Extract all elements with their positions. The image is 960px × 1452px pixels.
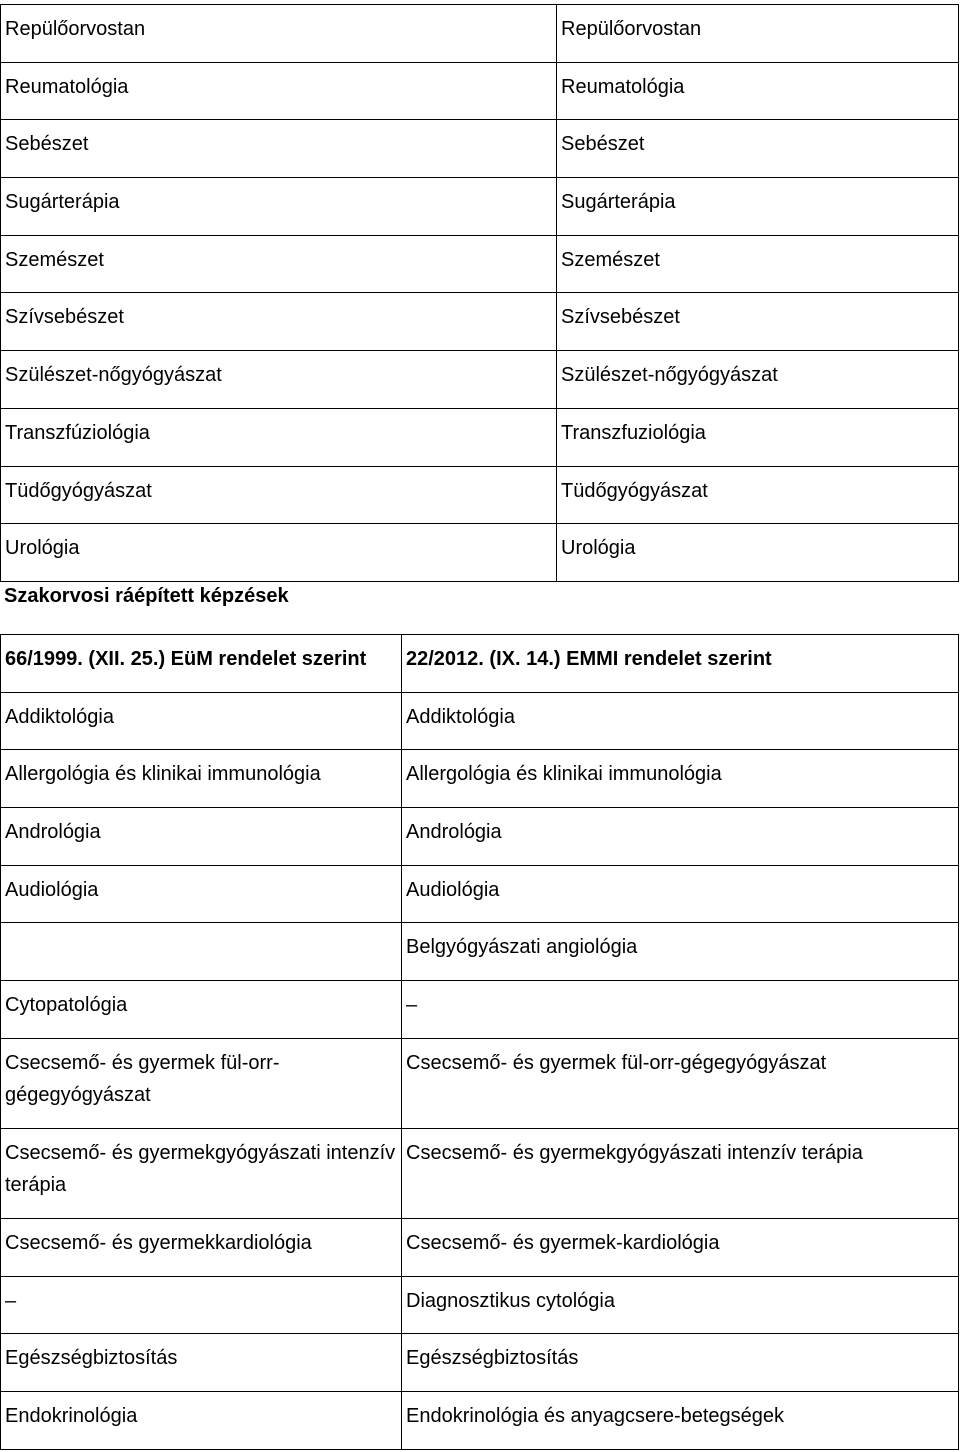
table-row <box>1 692 959 750</box>
old-regulation-cell: Addiktológia <box>1 692 402 750</box>
table-row <box>1 351 959 409</box>
new-regulation-cell: Repülőorvostan <box>557 5 959 63</box>
table-row <box>1 466 959 524</box>
table-row <box>1 808 959 866</box>
old-regulation-cell: Szívsebészet <box>1 293 557 351</box>
new-regulation-cell: Urológia <box>557 524 959 582</box>
new-regulation-cell: Tüdőgyógyászat <box>557 466 959 524</box>
new-regulation-cell: Endokrinológia és anyagcsere-betegségek <box>402 1391 959 1449</box>
new-regulation-cell: Allergológia és klinikai immunológia <box>402 750 959 808</box>
old-regulation-cell: Sebészet <box>1 120 557 178</box>
new-regulation-cell: Sebészet <box>557 120 959 178</box>
table-row <box>1 293 959 351</box>
old-regulation-cell <box>1 923 402 981</box>
table-row <box>1 408 959 466</box>
table-row <box>1 865 959 923</box>
old-regulation-cell: Andrológia <box>1 808 402 866</box>
old-regulation-cell: Sugárterápia <box>1 178 557 236</box>
old-regulation-cell: Urológia <box>1 524 557 582</box>
new-regulation-cell: Szülészet-nőgyógyászat <box>557 351 959 409</box>
section-heading: Szakorvosi ráépített képzések <box>4 585 289 607</box>
new-regulation-cell: Audiológia <box>402 865 959 923</box>
table-row <box>1 1128 959 1218</box>
table-row <box>1 1276 959 1334</box>
new-regulation-cell: Szemészet <box>557 235 959 293</box>
new-regulation-cell: Addiktológia <box>402 692 959 750</box>
new-regulation-cell: Egészségbiztosítás <box>402 1334 959 1392</box>
table-row <box>1 1334 959 1392</box>
new-regulation-cell: – <box>402 981 959 1039</box>
table-row <box>1 5 959 63</box>
new-regulation-cell: Diagnosztikus cytológia <box>402 1276 959 1334</box>
table-row <box>1 178 959 236</box>
old-regulation-cell: Reumatológia <box>1 62 557 120</box>
new-regulation-cell: Sugárterápia <box>557 178 959 236</box>
table-row <box>1 923 959 981</box>
old-regulation-cell: Endokrinológia <box>1 1391 402 1449</box>
column-header-new-regulation: 22/2012. (IX. 14.) EMMI rendelet szerint <box>402 635 959 693</box>
old-regulation-cell: Csecsemő- és gyermekkardiológia <box>1 1218 402 1276</box>
table-row <box>1 750 959 808</box>
new-regulation-cell: Csecsemő- és gyermek fül-orr-gégegyógyászat <box>402 1038 959 1128</box>
new-regulation-cell: Csecsemő- és gyermekgyógyászati intenzív terápia <box>402 1128 959 1218</box>
top-specialty-table <box>0 4 959 582</box>
table-row <box>1 524 959 582</box>
old-regulation-cell: Allergológia és klinikai immunológia <box>1 750 402 808</box>
table-row <box>1 1218 959 1276</box>
column-header-old-regulation: 66/1999. (XII. 25.) EüM rendelet szerint <box>1 635 402 693</box>
new-regulation-cell: Transzfuziológia <box>557 408 959 466</box>
old-regulation-cell: Repülőorvostan <box>1 5 557 63</box>
table-row <box>1 120 959 178</box>
new-regulation-cell: Belgyógyászati angiológia <box>402 923 959 981</box>
table-row <box>1 1038 959 1128</box>
old-regulation-cell: Csecsemő- és gyermekgyógyászati intenzív terápia <box>1 1128 402 1218</box>
new-regulation-cell: Szívsebészet <box>557 293 959 351</box>
old-regulation-cell: Audiológia <box>1 865 402 923</box>
old-regulation-cell: Tüdőgyógyászat <box>1 466 557 524</box>
old-regulation-cell: Cytopatológia <box>1 981 402 1039</box>
old-regulation-cell: Szemészet <box>1 235 557 293</box>
old-regulation-cell: Szülészet-nőgyógyászat <box>1 351 557 409</box>
old-regulation-cell: Csecsemő- és gyermek fül-orr-gégegyógyászat <box>1 1038 402 1128</box>
table-header-row <box>1 635 959 693</box>
new-regulation-cell: Csecsemő- és gyermek-kardiológia <box>402 1218 959 1276</box>
old-regulation-cell: – <box>1 1276 402 1334</box>
table-row <box>1 1391 959 1449</box>
table-row <box>1 235 959 293</box>
postgraduate-training-table <box>0 634 959 1450</box>
old-regulation-cell: Egészségbiztosítás <box>1 1334 402 1392</box>
new-regulation-cell: Andrológia <box>402 808 959 866</box>
old-regulation-cell: Transzfúziológia <box>1 408 557 466</box>
table-row <box>1 981 959 1039</box>
table-row <box>1 62 959 120</box>
new-regulation-cell: Reumatológia <box>557 62 959 120</box>
